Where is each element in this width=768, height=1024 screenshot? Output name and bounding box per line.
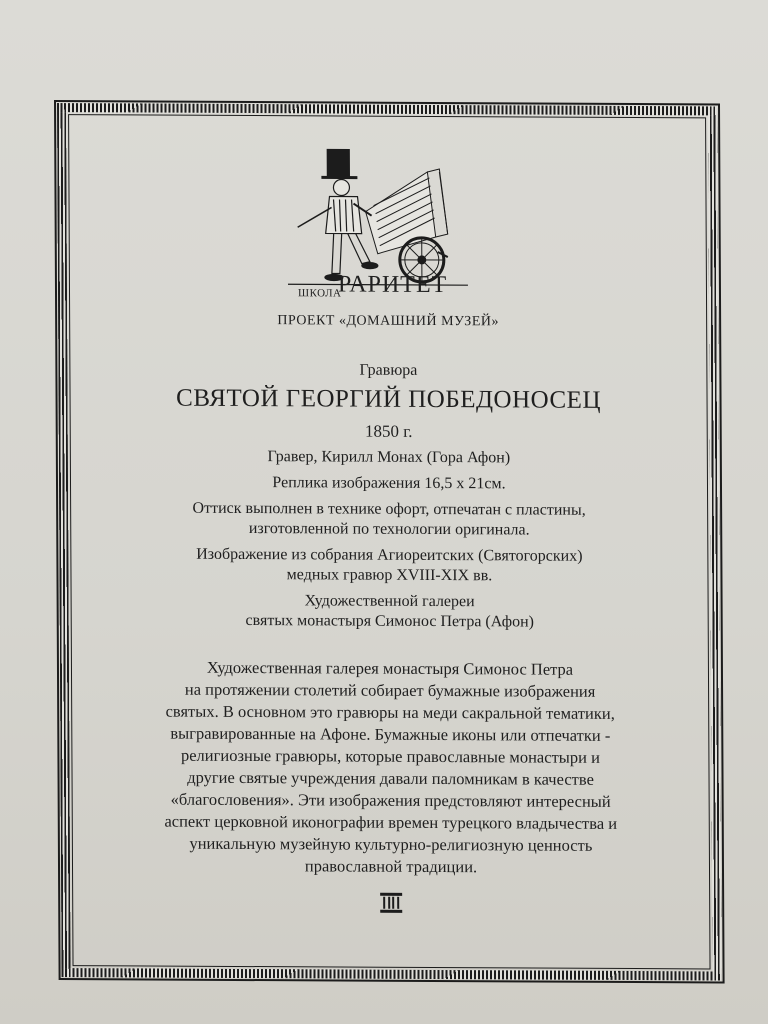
gallery-line-1: Художественной галереи xyxy=(304,592,475,611)
paragraph-line: Художественная галерея монастыря Симонос Петра xyxy=(206,657,574,679)
project-name: ПРОЕКТ «ДОМАШНИЙ МУЗЕЙ» xyxy=(277,313,500,330)
technique-line-2: изготовленной по технологии оригинала. xyxy=(248,520,530,539)
document-content xyxy=(70,140,708,919)
paragraph-line: святых. В основном это гравюры на меди сакральной тематики, xyxy=(165,701,615,723)
technique-line-1: Оттиск выполнен в технике офорт, отпечатан с пластины, xyxy=(192,499,586,519)
paragraph-line: религиозные гравюры, которые православные монастыри и xyxy=(180,745,600,767)
artwork-title: СВЯТОЙ ГЕОРГИЙ ПОБЕДОНОСЕЦ xyxy=(176,384,602,414)
collection-line-2: медных гравюр XVIII-XIX вв. xyxy=(286,566,493,585)
paragraph-line: уникальную музейную культурно-религиозную ценность xyxy=(189,833,593,855)
engraver-line: Гравер, Кирилл Монах (Гора Афон) xyxy=(267,448,511,467)
paragraph-line: «благословения». Эти изображения предстовляют интересный xyxy=(170,789,611,811)
logo xyxy=(287,141,488,300)
paragraph-line: другие святые учреждения давали паломникам в качестве xyxy=(187,767,594,789)
gallery-line-2: святых монастыря Симонос Петра (Афон) xyxy=(245,612,534,631)
logo-brand-text: РАРИТЕТ xyxy=(337,271,448,299)
temple-ornament-icon xyxy=(379,892,403,914)
description-paragraph xyxy=(73,656,708,879)
collection-line-1: Изображение из собрания Агиореитских (Святогорских) xyxy=(196,545,583,565)
paragraph-line: аспект церковной иконографии времен турецкого владычества и xyxy=(164,811,618,833)
replica-line: Реплика изображения 16,5 х 21см. xyxy=(272,474,506,493)
document-frame xyxy=(54,100,725,984)
logo-school-text: ШКОЛА xyxy=(297,287,342,300)
paragraph-line: православной традиции. xyxy=(304,856,478,877)
artwork-details xyxy=(72,446,707,633)
artwork-type: Гравюра xyxy=(359,361,418,379)
paragraph-line: на протяжении столетий собирает бумажные изображения xyxy=(184,679,596,701)
artwork-year: 1850 г. xyxy=(364,421,413,441)
paragraph-line: выгравированные на Афоне. Бумажные иконы или отпечатки - xyxy=(170,723,611,745)
boy-with-cart-illustration xyxy=(287,141,488,292)
